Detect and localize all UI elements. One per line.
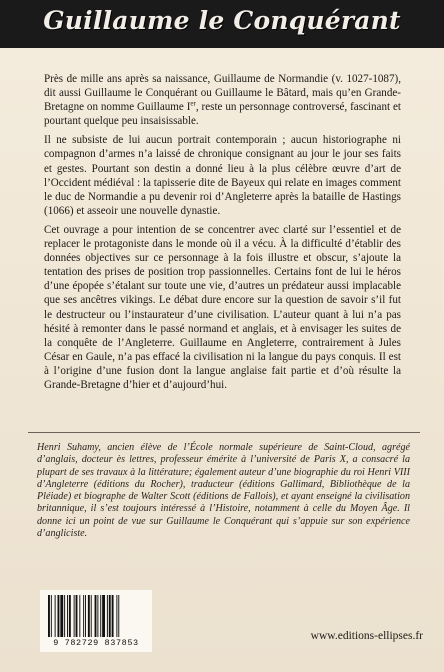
barcode-bar <box>88 595 90 637</box>
barcode-bar <box>97 595 98 637</box>
barcode-bar <box>51 595 52 637</box>
barcode-bar <box>95 595 97 637</box>
barcode-bar <box>85 595 86 637</box>
barcode <box>40 590 152 652</box>
barcode-bar <box>100 595 101 637</box>
summary-text <box>44 72 401 397</box>
publisher-website[interactable]: www.editions-ellipses.fr <box>310 630 423 642</box>
barcode-bar <box>112 595 114 637</box>
barcode-bar <box>58 595 60 637</box>
barcode-digits: 9 782729 837853 <box>53 638 139 648</box>
barcode-bar <box>64 595 65 637</box>
barcode-bar <box>102 595 105 637</box>
summary-paragraph-3: Cet ouvrage a pour intention de se concentrer avec clarté sur l’essentiel et de replacer le protagoniste dans le monde où il a vécu. À la difficulté d’établir des données objectives sur ce personnage à la fois illustre et obscur, s’ajoute la tentation des prises de position trop passionnelles. Certains font de lui le héros d’une épopée s’étalant sur toute une vie, d’autres un prédateur aussi implacable que ses ancêtres vikings. Le débat dure encore sur la question de savoir s’il fut le destructeur ou l’instaurateur d’une civilisation. L’auteur quant à lui n’a pas hésité à remonter dans le passé normand et anglais, et à envisager les suites de la conquête de l’Angleterre. Guillaume en Angleterre, contrairement à Jules César en Gaule, n’a pas effacé la civilisation ni la langue du pays conquis. Il est à l’origine d’une fusion dont la langue anglaise fait partie et d’où résulte la Grande-Bretagne d’hier et d’aujourd’hui. <box>44 223 401 391</box>
paragraph-1-text: Près de mille ans après sa naissance, Guillaume de Normandie (v. 1027-1087), dit aussi Guillaume le Conquérant ou Guillaume le Bâtard, mais qu’en Grande-Bretagne on nomme Guillaume I <box>44 73 401 114</box>
barcode-bar <box>91 595 92 637</box>
summary-paragraph-1 <box>44 72 401 128</box>
barcode-bar <box>76 595 78 637</box>
divider-rule <box>28 432 420 433</box>
barcode-bar <box>79 595 80 637</box>
barcode-bar <box>48 595 50 637</box>
barcode-bar <box>107 595 108 637</box>
barcode-bar <box>83 595 84 637</box>
author-bio: Henri Suhamy, ancien élève de l’École normale supérieure de Saint-Cloud, agrégé d’anglais, docteur ès lettres, professeur émérite à l’université de Paris X, a consacré la plupart de ses travaux à la littérature; également auteur d’une biographie du roi Henri VIII d’Angleterre (éditions du Rocher), traducteur (éditions Gallimard, Bibliothèque de la Pléiade) et biographe de Walter Scott (éditions de Fallois), et ayant enseigné la civilisation britannique, il s’est toujours intéressé à l’Histoire, notamment à celle du Moyen Âge. Il donne ici un point de vue sur Guillaume le Conquérant qui s’appuie sur son expérience d’angliciste. <box>37 442 410 540</box>
title-band <box>0 0 444 48</box>
barcode-bar <box>74 595 75 637</box>
barcode-bar <box>60 595 63 637</box>
barcode-bar <box>55 595 56 637</box>
paragraph-1-tail: , reste un personnage controversé, fascinant et pourtant quelque peu insaisissable. <box>44 101 401 128</box>
barcode-bar <box>69 595 71 637</box>
barcode-bar <box>109 595 111 637</box>
ordinal-superscript: er <box>190 99 196 108</box>
book-title: Guillaume le Conquérant <box>43 6 401 35</box>
barcode-bar <box>67 595 68 637</box>
summary-paragraph-2: Il ne subsiste de lui aucun portrait contemporain ; aucun historiographe ni compagnon d’armes n’a laissé de chronique consignant au jour le jour ses faits et gestes. Pourtant son destin a donné lieu à la plus célèbre œuvre d’art de l’Occident médiéval : la tapisserie dite de Bayeux qui relate en images comment le duc de Normandie a pu devenir roi d’Angleterre après la bataille de Hastings (1066) et asseoir une nouvelle dynastie. <box>44 134 401 217</box>
barcode-bar <box>116 595 117 637</box>
barcode-bars <box>46 595 146 639</box>
barcode-bar <box>118 595 119 637</box>
